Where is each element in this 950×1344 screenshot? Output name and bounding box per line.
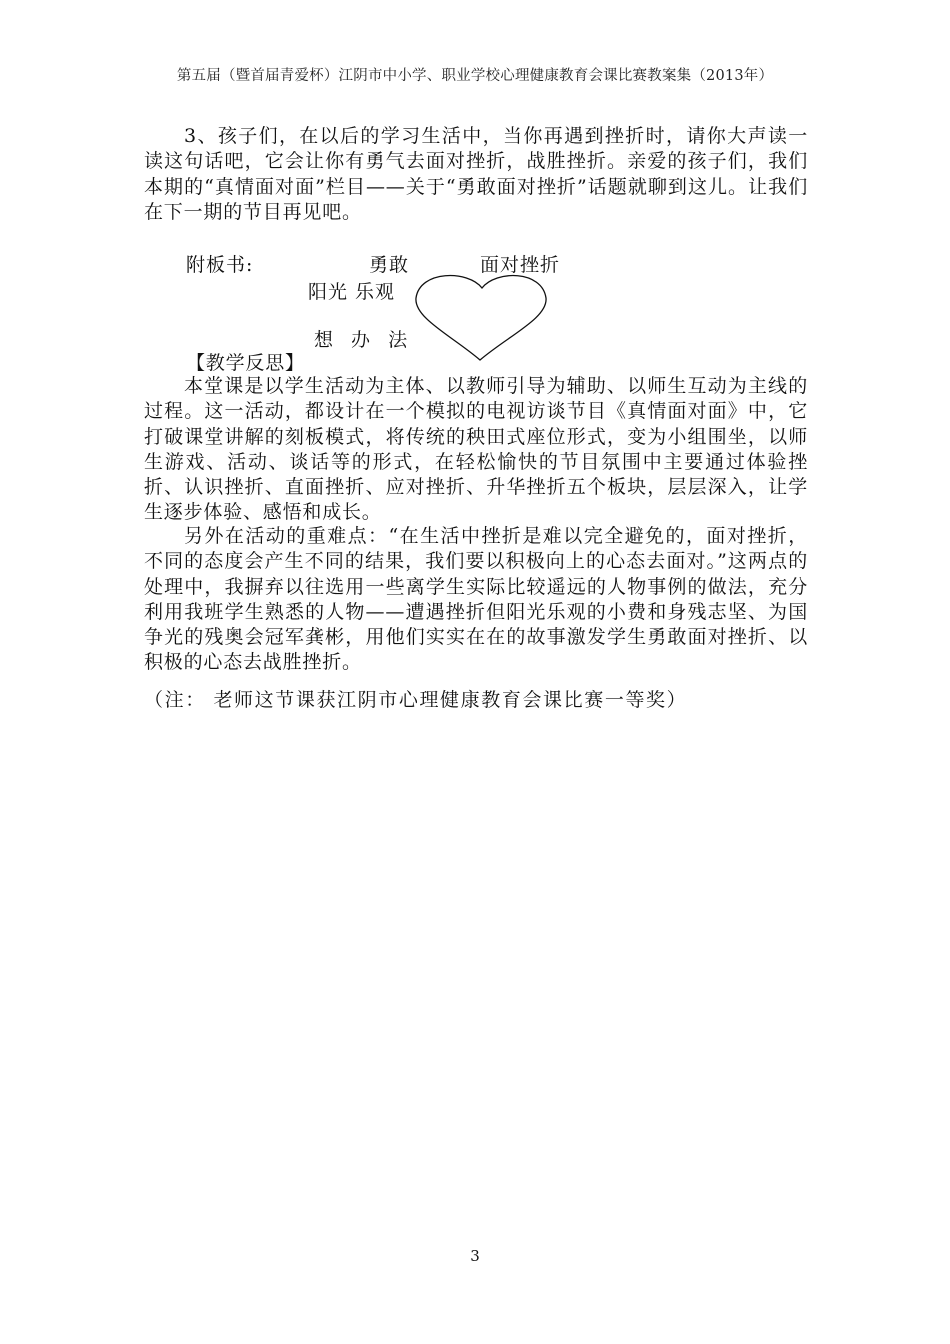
reflection-title: 【教学反思】: [186, 352, 305, 374]
reflection-text-2: 另外在活动的重难点：“在生活中挫折是难以完全避免的，面对挫折，不同的态度会产生不同的结果，我们要以积极向上的心态去面对。”这两点的处理中，我摒弃以往选用一些离学生实际比较遥远的人物事例的做法，充分利用我班学生熟悉的人物——遭遇挫折但阳光乐观的小费和身残志坚、为国争光的残奥会冠军龚彬，用他们实实在在的故事激发学生勇敢面对挫折、以积极的心态去战胜挫折。: [144, 525, 808, 674]
board-think-way: 想 办 法: [314, 329, 414, 351]
reflection-paragraph-2: [144, 524, 808, 676]
page-number: 3: [470, 1247, 480, 1265]
award-note: （注： 老师这节课获江阴市心理健康教育会课比赛一等奖）: [144, 689, 688, 711]
board-label: 附板书:: [186, 254, 254, 276]
closing-text: 3、孩子们，在以后的学习生活中，当你再遇到挫折时，请你大声读一读这句话吧，它会让你有勇气去面对挫折，战胜挫折。亲爱的孩子们，我们本期的“真情面对面”栏目——关于“勇敢面对挫折”话题就聊到这儿。让我们在下一期的节目再见吧。: [144, 125, 808, 223]
reflection-text-1: 本堂课是以学生活动为主体、以教师引导为辅助、以师生互动为主线的过程。这一活动，都设计在一个模拟的电视访谈节目《真情面对面》中，它打破课堂讲解的刻板模式，将传统的秧田式座位形式，变为小组围坐，以师生游戏、活动、谈话等的形式，在轻松愉快的节目氛围中主要通过体验挫折、认识挫折、直面挫折、应对挫折、升华挫折五个板块，层层深入，让学生逐步体验、感悟和成长。: [144, 375, 808, 524]
reflection-paragraph-1: [144, 374, 808, 526]
board-brave: 勇敢: [369, 254, 410, 276]
page-header: 第五届（暨首届青爱杯）江阴市中小学、职业学校心理健康教育会课比赛教案集（2013年）: [176, 68, 774, 84]
board-sunny-optimistic: 阳光 乐观: [308, 281, 396, 303]
board-face-setback: 面对挫折: [480, 254, 561, 276]
heart-shape: [412, 270, 552, 362]
closing-paragraph: [144, 124, 808, 225]
